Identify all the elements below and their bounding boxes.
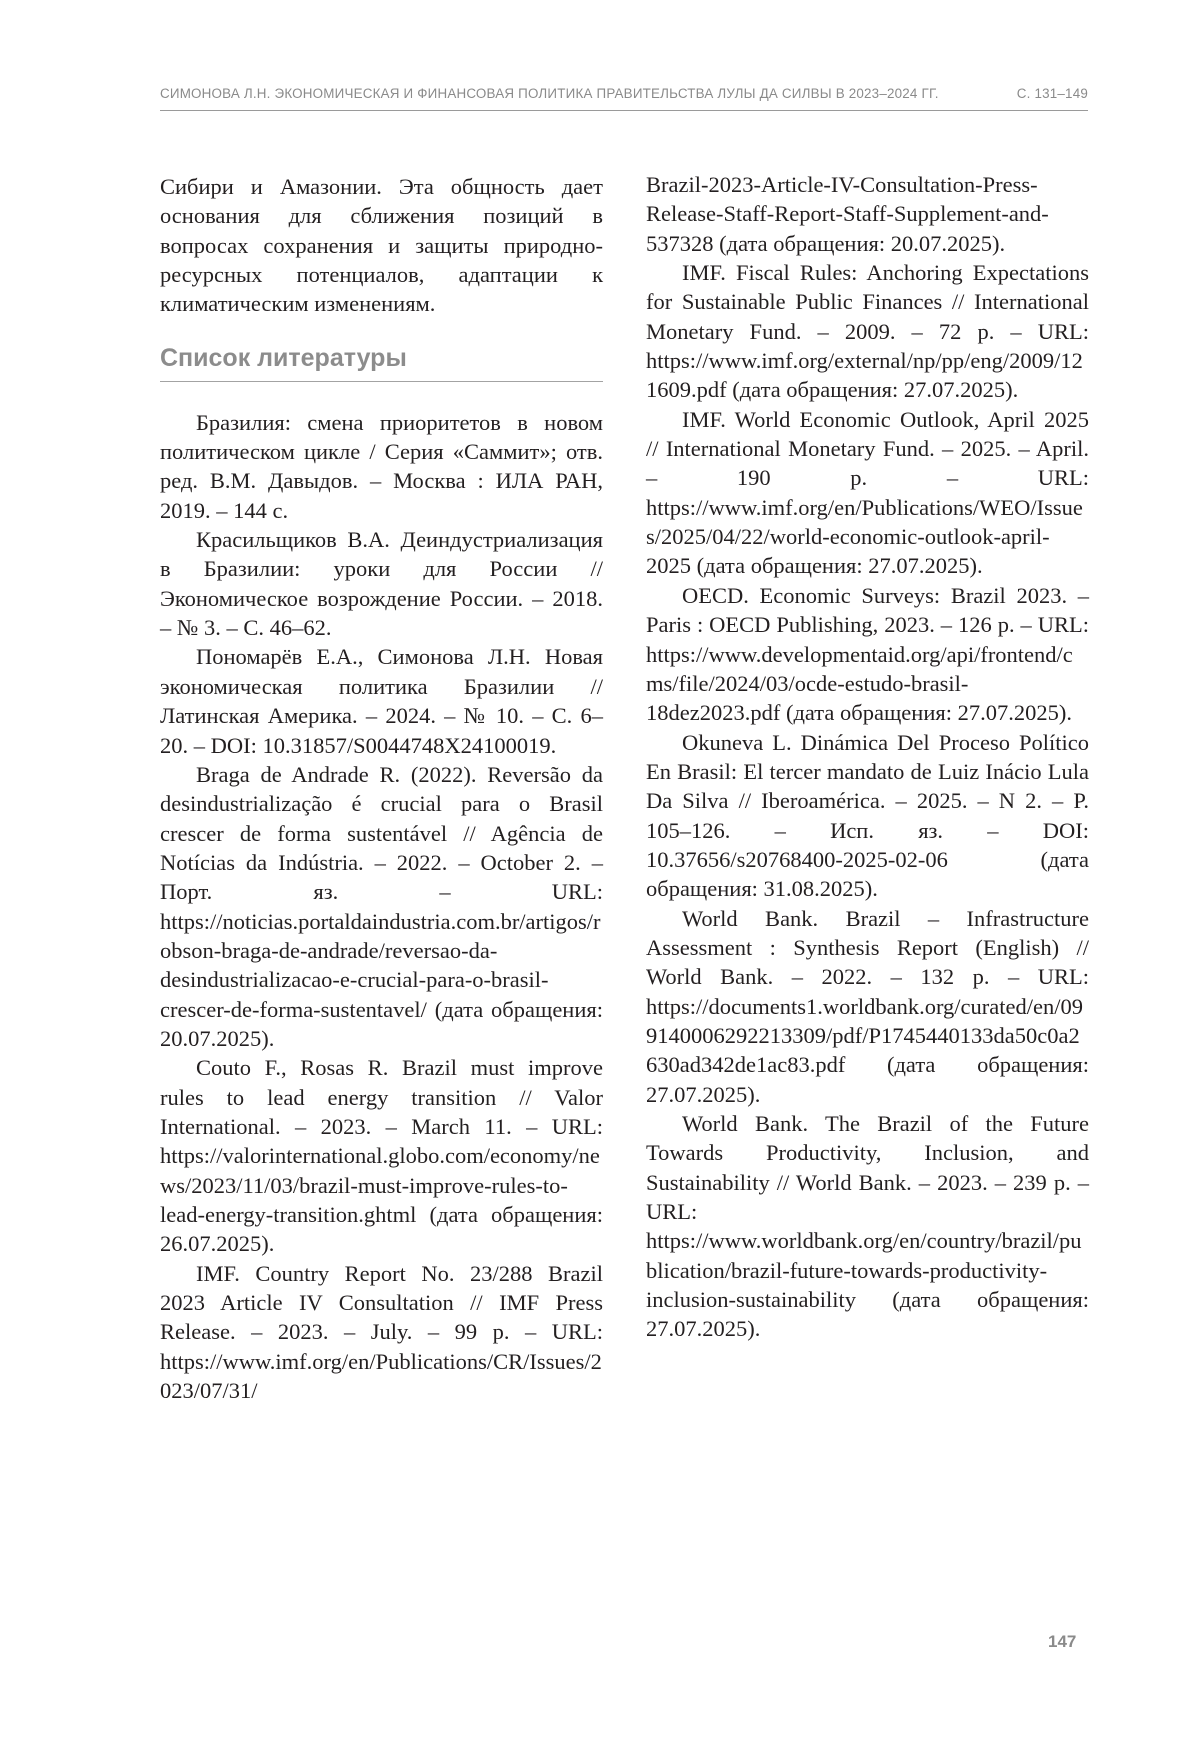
reference-item: Couto F., Rosas R. Brazil must improve rules to lead energy transition // Valor International. – 2023. – March 11. – URL: https://valorinternational.globo.com/economy/news/2023/11/03/brazil-must-improve-rules-to-lead-energy-transition.ghtml (дата обращения: 26.07.2025). — [160, 1055, 603, 1257]
page-number: 147 — [1048, 1632, 1077, 1651]
header-divider — [160, 110, 1088, 111]
left-column — [160, 172, 603, 1405]
reference-item: IMF. World Economic Outlook, April 2025 // International Monetary Fund. – 2025. – April. – 190 p. – URL: https://www.imf.org/en/Publications/WEO/Issues/2025/04/22/world-economic-outlook-april-2025 (дата обращения: 27.07.2025). — [646, 406, 1089, 579]
reference-item: Пономарёв Е.А., Симонова Л.Н. Новая экономическая политика Бразилии // Латинская Америка. – 2024. – № 10. – С. 6–20. – DOI: 10.31857/S0044748X24100019. — [160, 644, 603, 758]
reference-item: OECD. Economic Surveys: Brazil 2023. – Paris : OECD Publishing, 2023. – 126 p. – URL: https://www.developmentaid.org/api/frontend/cms/file/2024/03/ocde-estudo-brasil-18dez2023.pdf (дата обращения: 27.07.2025). — [646, 582, 1089, 726]
reference-item: Бразилия: смена приоритетов в новом политическом цикле / Серия «Саммит»; отв. ред. В.М. Давыдов. – Москва : ИЛА РАН, 2019. – 144 с. — [160, 409, 603, 523]
section-title: Список литературы — [160, 341, 603, 382]
right-column — [646, 170, 1089, 1344]
reference-item: IMF. Country Report No. 23/288 Brazil 2023 Article IV Consultation // IMF Press Release. – 2023. – July. – 99 p. – URL: https://www.imf.org/en/Publications/CR/Issues/2023/07/31/ — [160, 1260, 603, 1404]
reference-item: World Bank. Brazil – Infrastructure Assessment : Synthesis Report (English) // World Bank. – 2022. – 132 p. – URL: https://documents1.worldbank.org/curated/en/099140006292213309/pdf/P1745440133da50c0a2630ad342de1ac83.pdf (дата обращения: 27.07.2025). — [646, 905, 1089, 1107]
reference-item: Braga de Andrade R. (2022). Reversão da desindustrialização é crucial para o Brasil crescer de forma sustentável // Agência de Notícias da Indústria. – 2022. – October 2. – Порт. яз. – URL: https://noticias.portaldaindustria.com.br/artigos/robson-braga-de-andrade/reversao-da-desindustrializacao-e-crucial-para-o-brasil-crescer-de-forma-sustentavel/ (дата обращения: 20.07.2025). — [160, 761, 603, 1051]
reference-item: World Bank. The Brazil of the Future Towards Productivity, Inclusion, and Sustainability // World Bank. – 2023. – 239 p. – URL: https://www.worldbank.org/en/country/brazil/publication/brazil-future-towards-productivity-inclusion-sustainability (дата обращения: 27.07.2025). — [646, 1111, 1089, 1342]
reference-item: Красильщиков В.А. Деиндустриализация в Бразилии: уроки для России // Экономическое возрождение России. – 2018. – № 3. – С. 46–62. — [160, 527, 603, 641]
reference-item: IMF. Fiscal Rules: Anchoring Expectations for Sustainable Public Finances // International Monetary Fund. – 2009. – 72 p. – URL: https://www.imf.org/external/np/pp/eng/2009/121609.pdf (дата обращения: 27.07.2025). — [646, 260, 1089, 403]
intro-paragraph: Сибири и Амазонии. Эта общность дает основания для сближения позиций в вопросах сохранения и защиты природно-ресурсных потенциалов, адаптации к климатическим изменениям. — [160, 174, 603, 317]
running-header — [160, 86, 1088, 101]
reference-item-continued: Brazil-2023-Article-IV-Consultation-Press-Release-Staff-Report-Staff-Supplement-and-537328 (дата обращения: 20.07.2025). — [646, 172, 1049, 256]
running-header-title: СИМОНОВА Л.Н. ЭКОНОМИЧЕСКАЯ И ФИНАНСОВАЯ ПОЛИТИКА ПРАВИТЕЛЬСТВА ЛУЛЫ ДА СИЛВЫ В 2023–2024 ГГ. — [160, 86, 939, 101]
running-header-pages: С. 131–149 — [1016, 86, 1088, 101]
reference-list-left — [160, 408, 603, 1406]
reference-item: Okuneva L. Dinámica Del Proceso Político En Brasil: El tercer mandato de Luiz Inácio Lula Da Silva // Iberoamérica. – 2025. – N 2. – P. 105–126. – Исп. яз. – DOI: 10.37656/s20768400-2025-02-06 (дата обращения: 31.08.2025). — [646, 729, 1089, 902]
